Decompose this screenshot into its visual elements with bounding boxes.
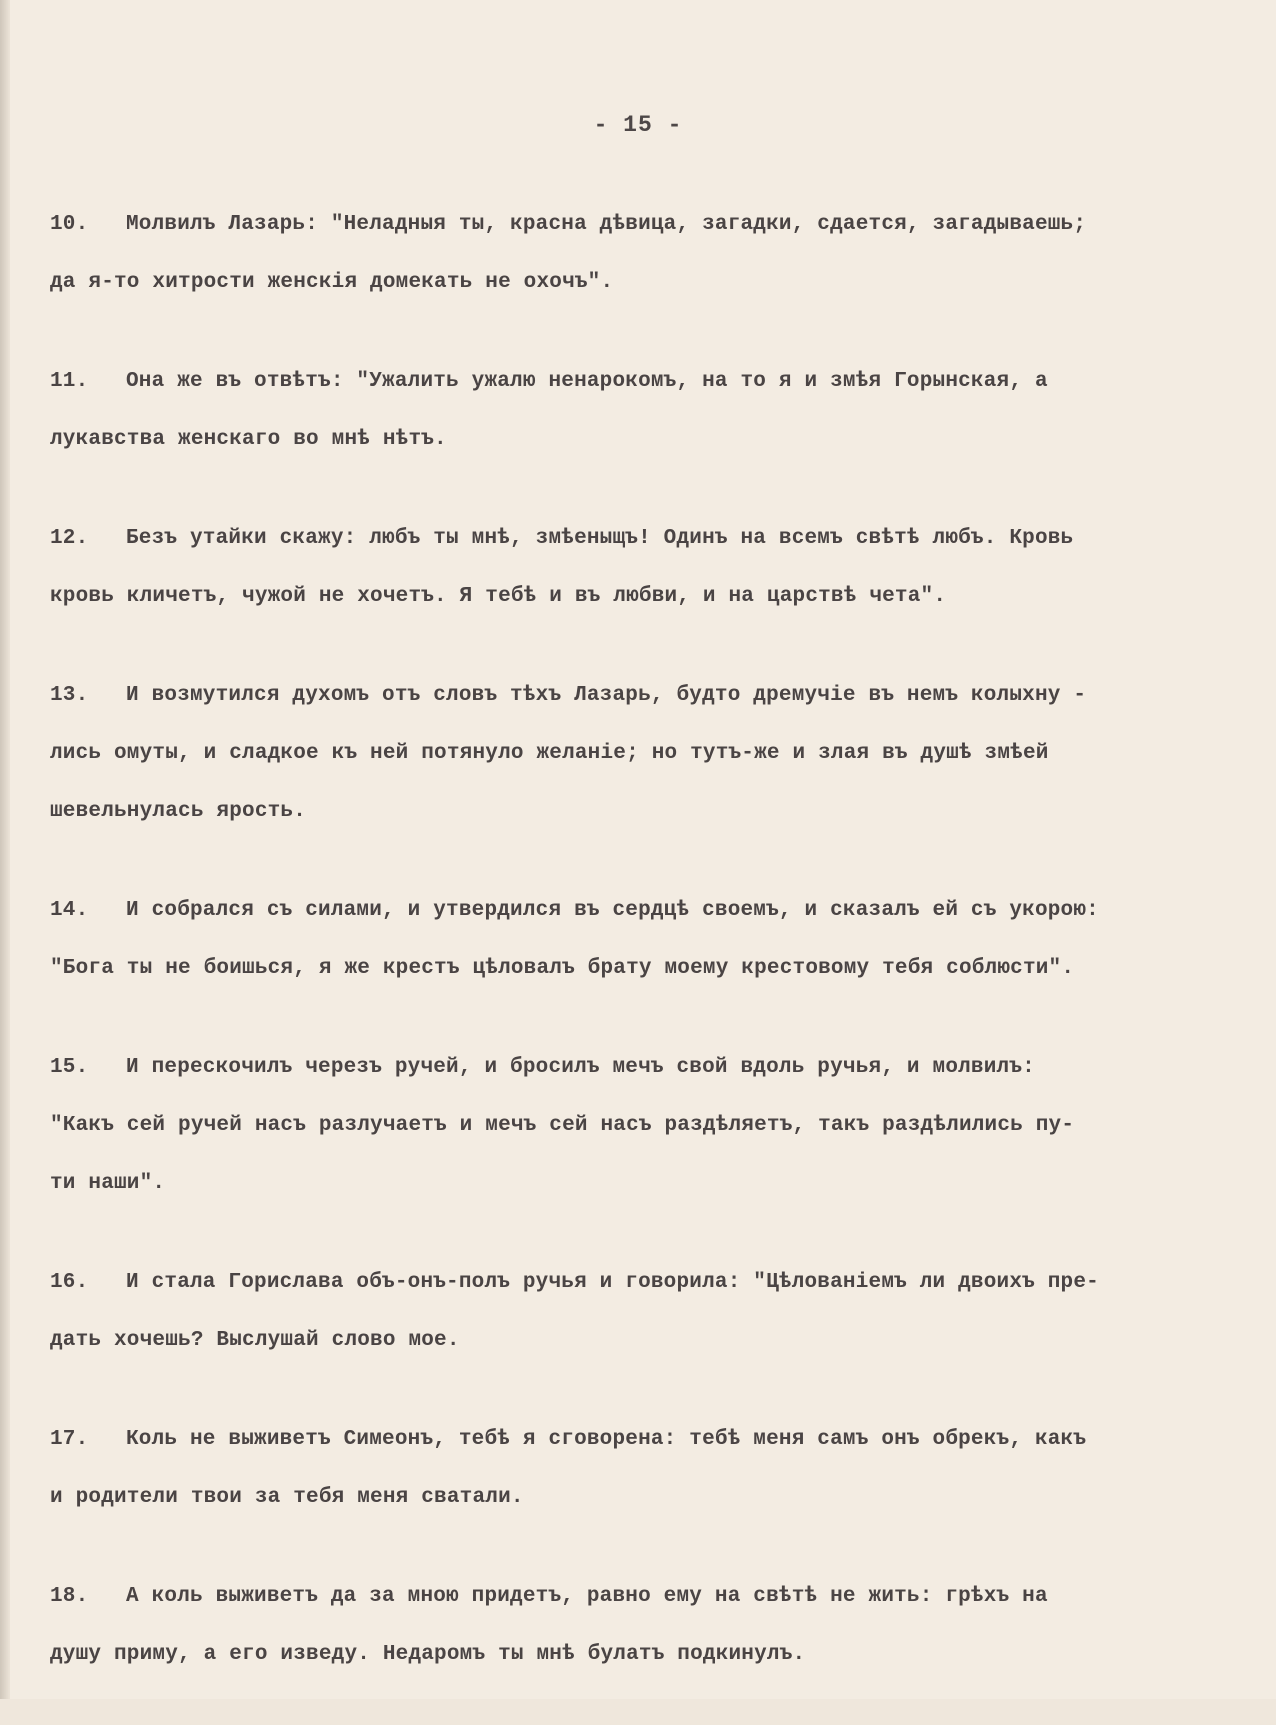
paragraph-line: ти наши".	[50, 1172, 166, 1195]
paragraph-line: "Какъ сей ручей насъ разлучаетъ и мечъ сей насъ раздѣляетъ, такъ раздѣлились пу-	[50, 1114, 1075, 1137]
line-text: Безъ утайки скажу: любъ ты мнѣ, змѣеныщъ! Одинъ на всемъ свѣтѣ любъ. Кровь	[126, 527, 1074, 550]
paragraph-number: 15.	[50, 1056, 89, 1079]
paragraph-line	[50, 1411, 1240, 1469]
paragraph-line	[50, 510, 1240, 568]
paragraph-17	[50, 1411, 1240, 1527]
paragraph-line: лукавства женскаго во мнѣ нѣтъ.	[50, 428, 447, 451]
paragraph-13	[50, 667, 1240, 841]
line-text: И возмутился духомъ отъ словъ тѣхъ Лазарь, будто дремучіе въ немъ колыхну -	[126, 684, 1087, 707]
paragraph-line	[50, 1039, 1240, 1097]
page-edge-shadow	[0, 0, 10, 1699]
paragraph-number: 17.	[50, 1428, 89, 1451]
paragraph-12	[50, 510, 1240, 626]
body-text	[50, 196, 1240, 1725]
paragraph-15	[50, 1039, 1240, 1213]
paragraph-line	[50, 667, 1240, 725]
paragraph-number: 11.	[50, 370, 89, 393]
paragraph-14	[50, 882, 1240, 998]
line-text: Молвилъ Лазарь: "Неладныя ты, красна дѣвица, загадки, сдается, загадываешь;	[126, 213, 1087, 236]
paragraph-number: 12.	[50, 527, 89, 550]
paragraph-16	[50, 1254, 1240, 1370]
paragraph-line	[50, 882, 1240, 940]
paragraph-line: дать хочешь? Выслушай слово мое.	[50, 1329, 460, 1352]
paragraph-line: лись омуты, и сладкое къ ней потянуло желаніе; но тутъ-же и злая въ душѣ змѣей	[50, 742, 1049, 765]
paragraph-11	[50, 353, 1240, 469]
line-text: Коль не выживетъ Симеонъ, тебѣ я сговорена: тебѣ меня самъ онъ обрекъ, какъ	[126, 1428, 1087, 1451]
line-text: Она же въ отвѣтъ: "Ужалить ужалю ненарокомъ, на то я и змѣя Горынская, а	[126, 370, 1048, 393]
paragraph-line: "Бога ты не боишься, я же крестъ цѣловалъ брату моему крестовому тебя соблюсти".	[50, 957, 1075, 980]
paragraph-line: душу приму, а его изведу. Недаромъ ты мнѣ булатъ подкинулъ.	[50, 1643, 806, 1666]
paragraph-line: шевельнулась ярость.	[50, 800, 307, 823]
paragraph-number: 14.	[50, 899, 89, 922]
paragraph-line: и родители твои за тебя меня сватали.	[50, 1486, 524, 1509]
paragraph-line: да я-то хитрости женскія домекать не охочъ".	[50, 271, 614, 294]
paragraph-line	[50, 353, 1240, 411]
line-text: А коль выживетъ да за мною придетъ, равно ему на свѣтѣ не жить: грѣхъ на	[126, 1585, 1048, 1608]
line-text: И перескочилъ черезъ ручей, и бросилъ мечъ свой вдоль ручья, и молвилъ:	[126, 1056, 1035, 1079]
line-text: И собрался съ силами, и утвердился въ сердцѣ своемъ, и сказалъ ей съ укорою:	[126, 899, 1099, 922]
paragraph-line	[50, 196, 1240, 254]
paragraph-number: 13.	[50, 684, 89, 707]
paragraph-number: 16.	[50, 1271, 89, 1294]
paragraph-18	[50, 1568, 1240, 1684]
page-number: - 15 -	[593, 112, 683, 138]
paragraph-line: кровь кличетъ, чужой не хочетъ. Я тебѣ и въ любви, и на царствѣ чета".	[50, 585, 947, 608]
paragraph-line	[50, 1254, 1240, 1312]
paragraph-line	[50, 1568, 1240, 1626]
paragraph-number: 10.	[50, 213, 89, 236]
paragraph-number: 18.	[50, 1585, 89, 1608]
line-text: И стала Горислава объ-онъ-полъ ручья и говорила: "Цѣлованіемъ ли двоихъ пре-	[126, 1271, 1099, 1294]
paragraph-10	[50, 196, 1240, 312]
